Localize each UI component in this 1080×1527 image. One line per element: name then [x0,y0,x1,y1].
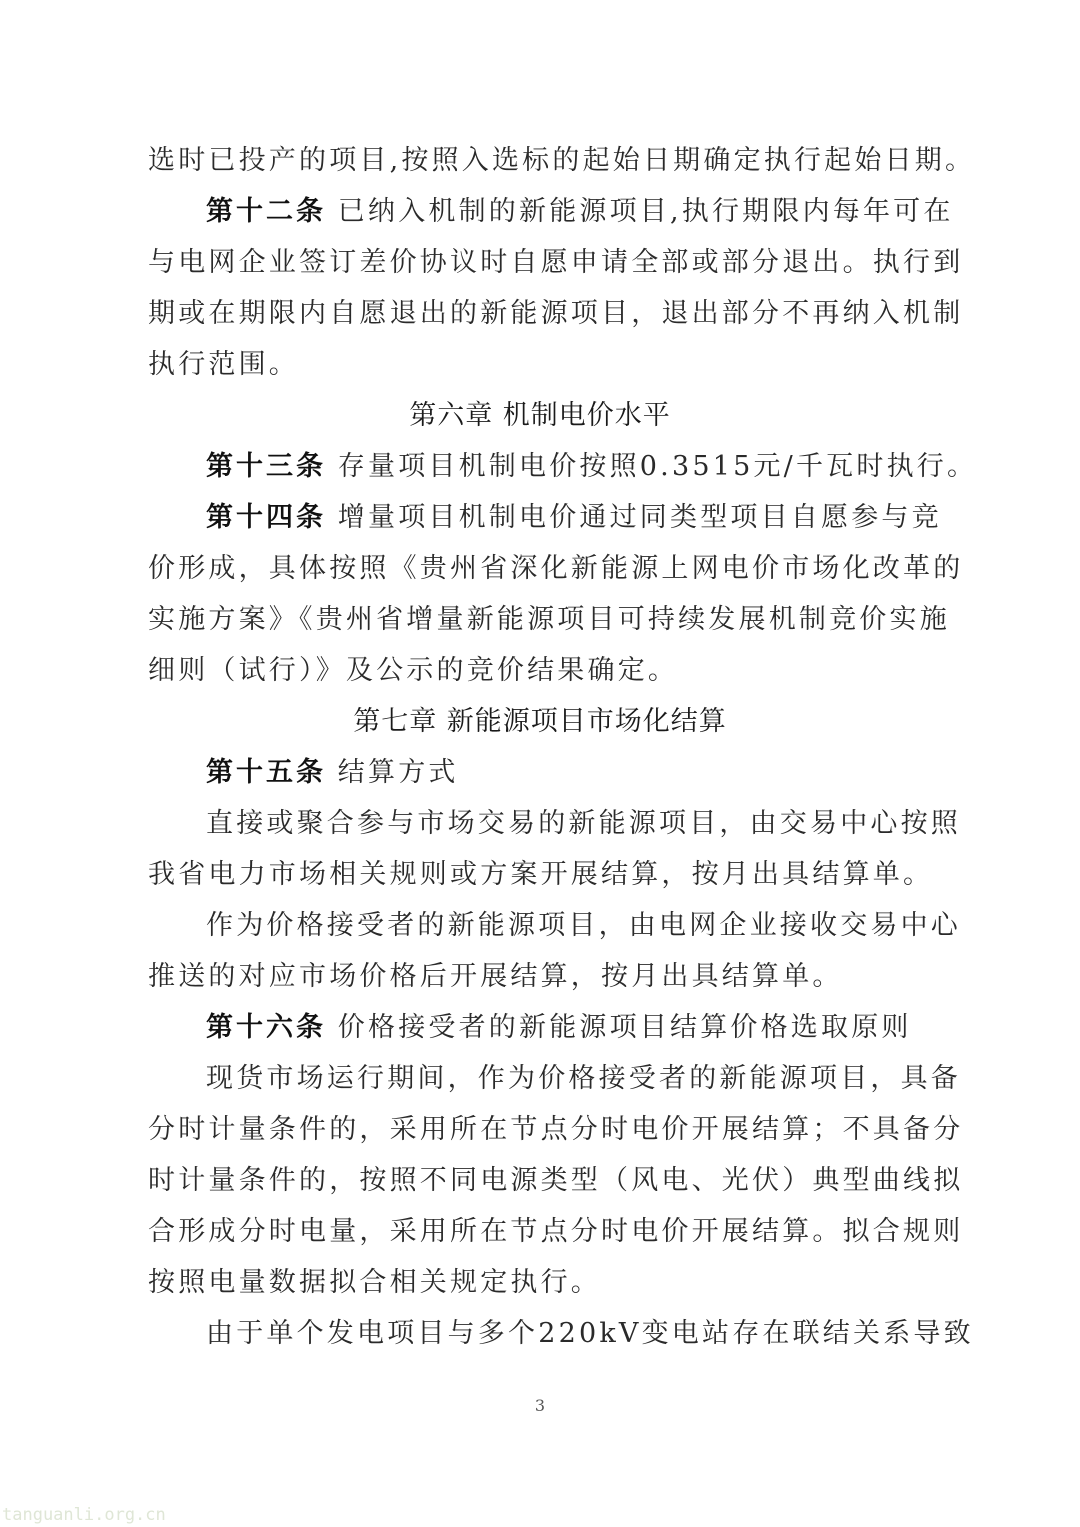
paragraph-line: 期或在期限内自愿退出的新能源项目，退出部分不再纳入机制 [148,298,964,329]
article-label: 第十四条 [206,502,326,533]
paragraph-line: 细则（试行）》及公示的竞价结果确定。 [148,655,679,686]
article-label: 第十三条 [206,451,326,482]
paragraph-line: 合形成分时电量，采用所在节点分时电价开展结算。拟合规则 [148,1216,964,1247]
article-16-line [206,1002,932,1053]
article-13-line [206,441,978,492]
chapter-heading-6: 第六章 机制电价水平 [409,400,671,431]
page-number: 3 [534,1396,546,1415]
chapter-heading-7: 第七章 新能源项目市场化结算 [353,706,727,737]
article-label: 第十二条 [206,196,326,227]
article-14-line [206,492,942,543]
article-text: 价格接受者的新能源项目结算价格选取原则 [337,1012,912,1043]
paragraph-line: 现货市场运行期间，作为价格接受者的新能源项目，具备 [206,1063,961,1094]
paragraph-line: 分时计量条件的，采用所在节点分时电价开展结算；不具备分 [148,1114,964,1145]
watermark: tanguanli.org.cn [2,1505,166,1525]
article-label: 第十六条 [206,1012,326,1043]
paragraph-line: 执行范围。 [148,349,299,380]
paragraph-line: 推送的对应市场价格后开展结算，按月出具结算单。 [148,961,843,992]
paragraph-line: 价形成，具体按照《贵州省深化新能源上网电价市场化改革的 [148,553,964,584]
paragraph-line: 由于单个发电项目与多个220kV变电站存在联结关系导致 [206,1318,974,1349]
paragraph-line: 时计量条件的，按照不同电源类型（风电、光伏）典型曲线拟 [148,1165,964,1196]
article-text: 结算方式 [337,757,459,788]
article-15-line [206,747,932,798]
article-12-line [206,186,954,237]
article-text: 增量项目机制电价通过同类型项目自愿参与竞 [337,502,942,533]
paragraph-line: 选时已投产的项目,按照入选标的起始日期确定执行起始日期。 [148,145,976,176]
article-label: 第十五条 [206,757,326,788]
paragraph-line: 按照电量数据拟合相关规定执行。 [148,1267,601,1298]
paragraph-line: 我省电力市场相关规则或方案开展结算，按月出具结算单。 [148,859,934,890]
paragraph-line: 作为价格接受者的新能源项目，由电网企业接收交易中心 [206,910,961,941]
paragraph-line: 实施方案》《贵州省增量新能源项目可持续发展机制竞价实施 [148,604,950,635]
article-text: 已纳入机制的新能源项目,执行期限内每年可在 [337,196,954,227]
paragraph-line: 直接或聚合参与市场交易的新能源项目，由交易中心按照 [206,808,961,839]
article-text: 存量项目机制电价按照0.3515元/千瓦时执行。 [337,451,978,482]
paragraph-line: 与电网企业签订差价协议时自愿申请全部或部分退出。执行到 [148,247,964,278]
